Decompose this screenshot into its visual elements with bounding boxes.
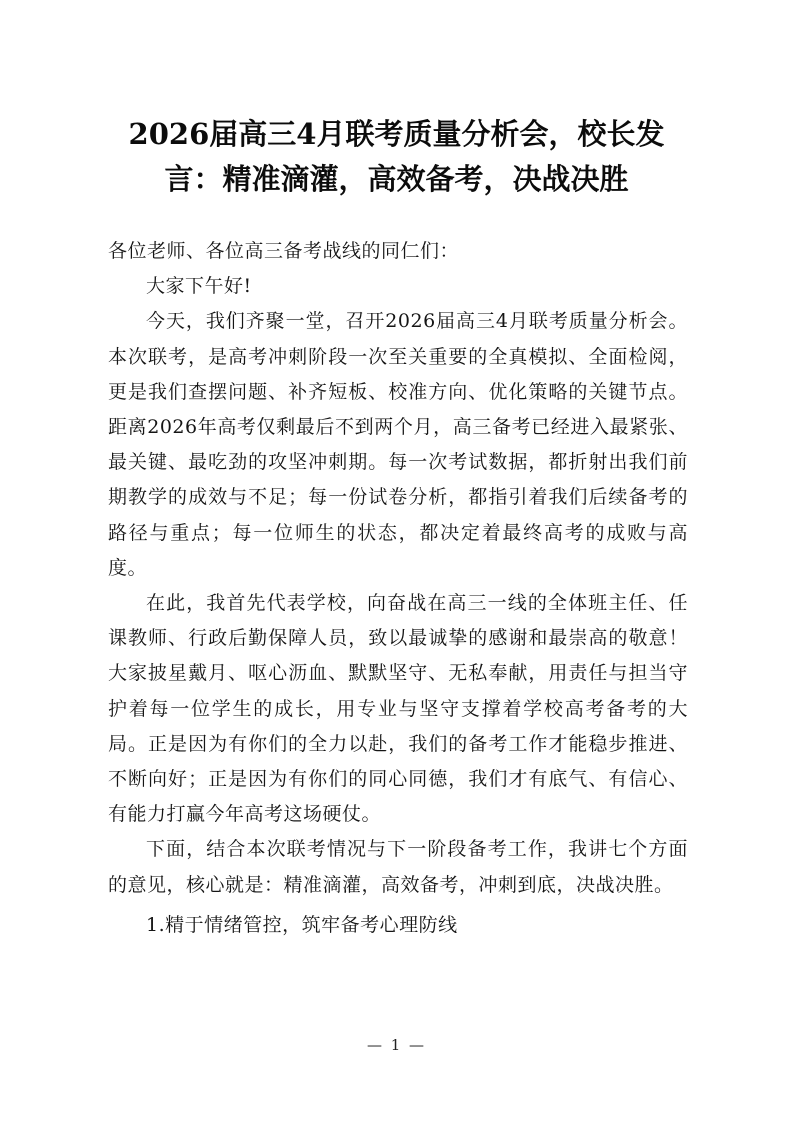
document-title: 2026届高三4月联考质量分析会，校长发言：精准滴灌，高效备考，决战决胜 (128, 117, 665, 196)
greeting: 大家下午好! (146, 275, 252, 298)
section-heading: 1.精于情绪管控，筑牢备考心理防线 (146, 913, 458, 936)
page-number: — 1 — (366, 1036, 427, 1054)
salutation: 各位老师、各位高三备考战线的同仁们： (108, 240, 460, 262)
document-body (108, 234, 688, 943)
paragraph-thanks: 在此，我首先代表学校，向奋战在高三一线的全体班主任、任课教师、行政后勤保障人员，致以最诚挚的感谢和最崇高的敬意！大家披星戴月、呕心沥血、默默坚守、无私奉献，用责任与担当守护着每一位学生的成长，用专业与坚守支撑着学校高考备考的大局。正是因为有你们的全力以赴，我们的备考工作才能稳步推进、不断向好；正是因为有你们的同心同德，我们才有底气、有信心、有能力打赢今年高考这场硬仗。 (108, 592, 688, 826)
paragraph-opening: 今天，我们齐聚一堂，召开2026届高三4月联考质量分析会。本次联考，是高考冲刺阶段一次至关重要的全真模拟、全面检阅，更是我们查摆问题、补齐短板、校准方向、优化策略的关键节点。距离2026年高考仅剩最后不到两个月，高三备考已经进入最紧张、最关键、最吃劲的攻坚冲刺期。每一次考试数据，都折射出我们前期教学的成效与不足；每一份试卷分析，都指引着我们后续备考的路径与重点；每一位师生的状态，都决定着最终高考的成败与高度。 (108, 310, 688, 579)
paragraph-outline: 下面，结合本次联考情况与下一阶段备考工作，我讲七个方面的意见，核心就是：精准滴灌，高效备考，冲刺到底，决战决胜。 (108, 838, 688, 896)
